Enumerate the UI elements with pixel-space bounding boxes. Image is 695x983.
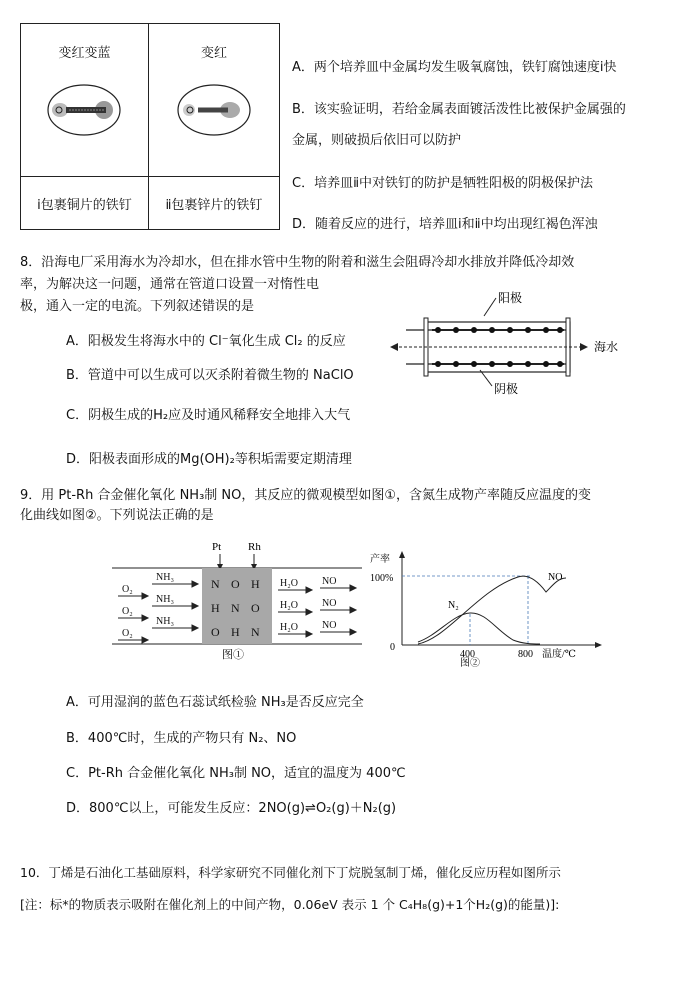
q10-stem-line2: [注：标*的物质表示吸附在催化剂上的中间产物，0.06eV 表示 1 个 C₄H₈(g)+1个H₂(g)的能量)]: [20, 897, 560, 912]
q9-option-a: A．可用湿润的蓝色石蕊试纸检验 NH₃是否反应完全 [66, 695, 364, 710]
chart-xtick-400: 400 [460, 649, 475, 660]
q10-stem-line1: 10．丁烯是石油化工基础原料，科学家研究不同催化剂下丁烷脱氢制丁烯，催化反应历程如图所示 [20, 865, 561, 880]
rh-label: Rh [248, 541, 261, 553]
micro-model-figure [112, 538, 364, 662]
nail-ii-label: ⅱ包裹锌片的铁钉 [148, 177, 279, 230]
dish-cell-i [21, 24, 149, 177]
chart-xtick-800: 800 [518, 649, 533, 660]
q7-option-d: D．随着反应的进行，培养皿ⅰ和ⅱ中均出现红褐色浑浊 [292, 217, 598, 232]
grid-atom: O [211, 625, 220, 639]
product-label: NO [322, 620, 337, 631]
q8-stem-line2: 率，为解决这一问题，通常在管道口设置一对惰性电 [20, 277, 320, 292]
product-label: H₂O [280, 600, 298, 611]
q9-option-c: C．Pt-Rh 合金催化氧化 NH₃制 NO，适宜的温度为 400℃ [66, 766, 406, 781]
reactant-label: O₂ [122, 628, 133, 639]
no-series-label: NO [548, 572, 563, 583]
chart-ytick-100: 100% [370, 573, 394, 584]
pt-label: Pt [212, 541, 222, 553]
grid-atom: H [211, 601, 220, 615]
grid-atom: H [251, 577, 260, 591]
q8-option-d: D．阳极表面形成的Mg(OH)₂等积垢需要定期清理 [66, 452, 352, 467]
product-label: NO [322, 598, 337, 609]
reactant-label: O₂ [122, 584, 133, 595]
q9-stem-line2: 化曲线如图②。下列说法正确的是 [20, 508, 214, 523]
reactant-label: O₂ [122, 606, 133, 617]
q8-option-c: C．阴极生成的H₂应及时通风稀释安全地排入大气 [66, 408, 351, 423]
q8-option-b: B．管道中可以生成可以灭杀附着微生物的 NaClO [66, 368, 354, 383]
chart-ylabel: 产率 [370, 554, 390, 565]
yield-temperature-chart [368, 550, 616, 668]
anode-label: 阳极 [498, 291, 523, 305]
petri-dish-ii-image [176, 83, 252, 137]
q7-option-b-line2: 金属，则破损后依旧可以防护 [292, 133, 462, 148]
reactant-label: NH₃ [156, 572, 174, 583]
cathode-label: 阴极 [494, 382, 519, 396]
dish-ii-observation: 变红 [200, 46, 227, 61]
product-label: NO [322, 576, 337, 587]
product-label: H₂O [280, 622, 298, 633]
grid-atom: N [211, 577, 220, 591]
q8-stem-line3: 极，通入一定的电流。下列叙述错误的是 [20, 299, 255, 314]
dish-cell-ii [148, 24, 279, 177]
petri-dish-i-image [46, 83, 122, 137]
q9-option-d: D．800℃以上，可能发生反应：2NO(g)⇌O₂(g)＋N₂(g) [66, 801, 397, 816]
q7-option-a: A．两个培养皿中金属均发生吸氧腐蚀，铁钉腐蚀速度ⅰ快 [292, 60, 617, 75]
n2-series-label: N₂ [448, 600, 459, 611]
reactant-label: NH₃ [156, 616, 174, 627]
experiment-table [20, 23, 280, 230]
grid-atom: O [231, 577, 240, 591]
figure-2-caption: 图② [460, 658, 480, 668]
grid-atom: N [231, 601, 240, 615]
q7-option-c: C．培养皿ⅱ中对铁钉的防护是牺牲阳极的阴极保护法 [292, 176, 594, 191]
dish-i-observation: 变红变蓝 [58, 46, 111, 61]
chart-origin: 0 [390, 642, 395, 653]
seawater-label: 海水 [594, 340, 619, 354]
q8-stem-line1: 8．沿海电厂采用海水为冷却水，但在排水管中生物的附着和滋生会阻碍冷却水排放并降低冷却效 [20, 255, 575, 270]
nail-i-label: ⅰ包裹铜片的铁钉 [21, 177, 149, 230]
q9-option-b: B．400℃时，生成的产物只有 N₂、NO [66, 731, 297, 746]
electrolysis-pipe-diagram [388, 288, 638, 398]
q9-stem-line1: 9．用 Pt-Rh 合金催化氧化 NH₃制 NO，其反应的微观模型如图①，含氮生成物产率随反应温度的变 [20, 488, 592, 503]
grid-atom: O [251, 601, 260, 615]
figure-1-caption: 图① [222, 649, 244, 661]
grid-atom: H [231, 625, 240, 639]
chart-xlabel: 温度/℃ [542, 649, 576, 660]
product-label: H₂O [280, 578, 298, 589]
reactant-label: NH₃ [156, 594, 174, 605]
q8-option-a: A．阳极发生将海水中的 Cl⁻氧化生成 Cl₂ 的反应 [66, 334, 346, 349]
grid-atom: N [251, 625, 260, 639]
q7-option-b-line1: B．该实验证明，若给金属表面镀活泼性比被保护金属强的 [292, 102, 626, 117]
